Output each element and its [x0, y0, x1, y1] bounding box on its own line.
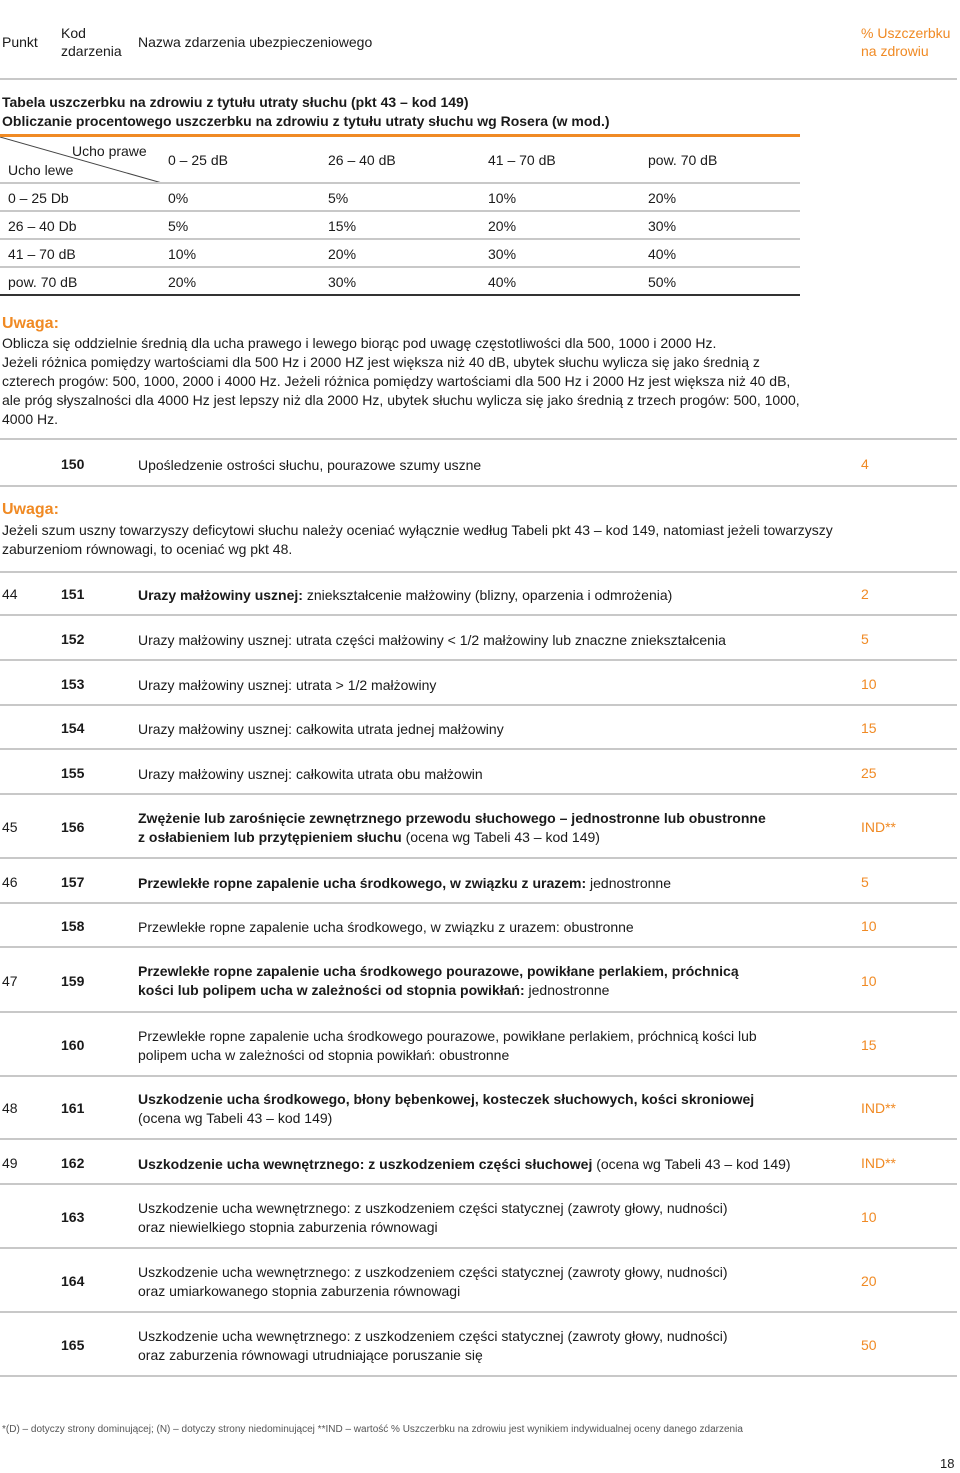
code-158: 158 — [61, 918, 85, 934]
code-161: 161 — [61, 1100, 85, 1116]
punkt-45: 45 — [2, 819, 18, 835]
pct-154: 15 — [861, 720, 877, 736]
desc-line: Uszkodzenie ucha środkowego, błony bębenkowej, kosteczek słuchowych, kości skroniowej — [138, 1091, 755, 1107]
code-154: 154 — [61, 720, 85, 736]
row-rule — [0, 485, 957, 487]
rosera-rule — [0, 238, 800, 240]
rosera-row-label: 0 – 25 Db — [8, 190, 69, 206]
pct-151: 2 — [861, 586, 869, 602]
rosera-cell: 30% — [328, 274, 357, 290]
row-rule — [0, 748, 957, 750]
rosera-col-0: 0 – 25 dB — [168, 152, 228, 168]
note-line: 4000 Hz. — [2, 411, 59, 427]
code-165: 165 — [61, 1337, 85, 1353]
section-rule — [0, 571, 957, 573]
rosera-cell: 30% — [488, 246, 517, 262]
header-col-punkt: Punkt — [2, 34, 38, 50]
section-rule — [0, 438, 957, 440]
note-title: Uwaga: — [2, 315, 59, 332]
header-col-kod: Kod zdarzenia — [61, 25, 122, 59]
pct-158: 10 — [861, 918, 877, 934]
desc-bold: Uszkodzenie ucha wewnętrznego: z uszkodzeniem części słuchowej — [138, 1156, 593, 1172]
row-rule — [0, 1138, 957, 1140]
desc-162 — [138, 1155, 791, 1174]
pct-161: IND** — [861, 1100, 897, 1116]
desc-164 — [138, 1263, 728, 1301]
rosera-cell: 40% — [488, 274, 517, 290]
pct-150: 4 — [861, 456, 869, 472]
pct-164: 20 — [861, 1273, 877, 1289]
rosera-bottom-rule — [0, 294, 800, 296]
desc-155: Urazy małżowiny usznej: całkowita utrata obu małżowin — [138, 766, 483, 782]
punkt-46: 46 — [2, 874, 18, 890]
desc-line — [138, 981, 739, 1000]
row-rule — [0, 659, 957, 661]
rosera-row-label: 26 – 40 Db — [8, 218, 77, 234]
note-line: Oblicza się oddzielnie średnią dla ucha prawego i lewego biorąc pod uwagę częstotliwości dla 500, 1000 i 2000 Hz. — [2, 335, 717, 351]
rosera-col-3: pow. 70 dB — [648, 152, 718, 168]
desc-rest: zniekształcenie małżowiny (blizny, oparzenia i odmrożenia) — [302, 587, 673, 603]
desc-bold: Przewlekłe ropne zapalenie ucha środkowego, w związku z urazem: — [138, 875, 587, 891]
row-rule — [0, 1311, 957, 1313]
header-col-pct: % Uszczerbku na zdrowiu — [861, 25, 951, 59]
code-153: 153 — [61, 676, 85, 692]
rosera-cell: 10% — [168, 246, 197, 262]
code-157: 157 — [61, 874, 85, 890]
code-155: 155 — [61, 765, 85, 781]
desc-line: (ocena wg Tabeli 43 – kod 149) — [138, 1110, 333, 1126]
rosera-col-1: 26 – 40 dB — [328, 152, 396, 168]
desc-line: Uszkodzenie ucha wewnętrznego: z uszkodzeniem części statycznej (zawroty głowy, nudności) — [138, 1328, 728, 1344]
desc-line: polipem ucha w zależności od stopnia powikłań: obustronne — [138, 1047, 510, 1063]
pct-157: 5 — [861, 874, 869, 890]
code-162: 162 — [61, 1155, 85, 1171]
pct-155: 25 — [861, 765, 877, 781]
note2-body — [2, 521, 957, 559]
desc-bold: z osłabieniem lub przytępieniem słuchu — [138, 829, 402, 845]
desc-150: Upośledzenie ostrości słuchu, pourazowe szumy uszne — [138, 457, 482, 473]
code-152: 152 — [61, 631, 85, 647]
code-163: 163 — [61, 1209, 85, 1225]
desc-161 — [138, 1090, 754, 1128]
rosera-cell: 5% — [328, 190, 349, 206]
row-rule — [0, 1183, 957, 1185]
desc-line: oraz zaburzenia równowagi utrudniające poruszanie się — [138, 1347, 483, 1363]
desc-bold: kości lub polipem ucha w zależności od stopnia powikłań: — [138, 982, 525, 998]
desc-157 — [138, 874, 671, 893]
desc-160 — [138, 1027, 757, 1065]
rosera-cell: 15% — [328, 218, 357, 234]
page-number: 18 — [940, 1456, 955, 1471]
rosera-col-2: 41 – 70 dB — [488, 152, 556, 168]
desc-line: Uszkodzenie ucha wewnętrznego: z uszkodzeniem części statycznej (zawroty głowy, nudności) — [138, 1200, 728, 1216]
desc-line: oraz umiarkowanego stopnia zaburzenia równowagi — [138, 1283, 461, 1299]
rosera-cell: 50% — [648, 274, 677, 290]
rosera-table — [0, 134, 800, 298]
rosera-corner-left: Ucho lewe — [8, 162, 74, 178]
rosera-rule — [0, 210, 800, 212]
rosera-cell: 40% — [648, 246, 677, 262]
desc-153: Urazy małżowiny usznej: utrata > 1/2 małżowiny — [138, 677, 437, 693]
code-150: 150 — [61, 456, 85, 472]
code-164: 164 — [61, 1273, 85, 1289]
note-line: Jeżeli szum uszny towarzyszy deficytowi słuchu należy oceniać wyłącznie według Tabeli pkt 43 – kod 149, natomiast jeżeli towarzyszy — [2, 522, 833, 538]
row-rule — [0, 704, 957, 706]
desc-154: Urazy małżowiny usznej: całkowita utrata jednej małżowiny — [138, 721, 504, 737]
desc-156 — [138, 809, 766, 847]
rosera-cell: 20% — [328, 246, 357, 262]
row-rule — [0, 614, 957, 616]
rosera-title-2: Obliczanie procentowego uszczerbku na zdrowiu z tytułu utraty słuchu wg Rosera (w mod.) — [2, 113, 610, 129]
desc-rest: jednostronne — [586, 875, 671, 891]
note-body — [2, 334, 957, 429]
desc-151 — [138, 586, 672, 605]
row-rule — [0, 1011, 957, 1013]
rosera-cell: 20% — [488, 218, 517, 234]
pct-162: IND** — [861, 1155, 897, 1171]
row-rule — [0, 946, 957, 948]
punkt-44: 44 — [2, 586, 18, 602]
note-line: ale próg słyszalności dla 4000 Hz jest lepszy niż dla 2000 Hz, ubytek słuchu wylicza się jako średnią z trzech progów: 500, 1000, — [2, 392, 800, 408]
row-rule — [0, 1075, 957, 1077]
punkt-48: 48 — [2, 1100, 18, 1116]
desc-rest: (ocena wg Tabeli 43 – kod 149) — [401, 829, 600, 845]
header-col-nazwa: Nazwa zdarzenia ubezpieczeniowego — [138, 34, 373, 50]
row-rule — [0, 1375, 957, 1377]
row-rule — [0, 793, 957, 795]
desc-163 — [138, 1199, 728, 1237]
code-151: 151 — [61, 586, 85, 602]
row-rule — [0, 902, 957, 904]
desc-rest: jednostronne — [524, 982, 610, 998]
pct-160: 15 — [861, 1037, 877, 1053]
rosera-cell: 20% — [168, 274, 197, 290]
footnote: *(D) – dotyczy strony dominującej; (N) – dotyczy strony niedominującej **IND – wartość % Uszczerbku na zdrowiu jest wynikiem indywidualnej oceny danego zdarzenia — [2, 1424, 743, 1435]
rosera-row-label: pow. 70 dB — [8, 274, 78, 290]
rosera-cell: 5% — [168, 218, 189, 234]
rosera-rule — [0, 266, 800, 268]
note-line: czterech progów: 500, 1000, 2000 i 4000 Hz. Jeżeli różnica pomiędzy wartościami dla 500 Hz i 2000 Hz jest większa niż 40 dB, — [2, 373, 791, 389]
desc-line: oraz niewielkiego stopnia zaburzenia równowagi — [138, 1219, 438, 1235]
desc-line: Przewlekłe ropne zapalenie ucha środkowego pourazowe, powikłane perlakiem, próchnicą kości lub — [138, 1028, 757, 1044]
code-159: 159 — [61, 973, 85, 989]
pct-159: 10 — [861, 973, 877, 989]
pct-165: 50 — [861, 1337, 877, 1353]
desc-line — [138, 828, 766, 847]
desc-rest: (ocena wg Tabeli 43 – kod 149) — [592, 1156, 791, 1172]
desc-line: Uszkodzenie ucha wewnętrznego: z uszkodzeniem części statycznej (zawroty głowy, nudności) — [138, 1264, 728, 1280]
desc-line: Przewlekłe ropne zapalenie ucha środkowego pourazowe, powikłane perlakiem, próchnicą — [138, 963, 739, 979]
desc-165 — [138, 1327, 728, 1365]
punkt-49: 49 — [2, 1155, 18, 1171]
desc-152: Urazy małżowiny usznej: utrata części małżowiny < 1/2 małżowiny lub znaczne zniekształcenia — [138, 632, 726, 648]
note-line: Jeżeli różnica pomiędzy wartościami dla 500 Hz i 2000 HZ jest większa niż 40 dB, ubytek słuchu wylicza się jako średnią z — [2, 354, 760, 370]
pct-163: 10 — [861, 1209, 877, 1225]
rosera-title-1: Tabela uszczerbku na zdrowiu z tytułu utraty słuchu (pkt 43 – kod 149) — [2, 94, 469, 110]
rosera-cell: 20% — [648, 190, 677, 206]
rosera-row-label: 41 – 70 dB — [8, 246, 76, 262]
rosera-corner-right: Ucho prawe — [72, 143, 147, 159]
punkt-47: 47 — [2, 973, 18, 989]
code-160: 160 — [61, 1037, 85, 1053]
note2-title: Uwaga: — [2, 501, 59, 518]
rosera-cell: 0% — [168, 190, 189, 206]
desc-bold: Urazy małżowiny usznej: — [138, 587, 303, 603]
rosera-cell: 30% — [648, 218, 677, 234]
pct-152: 5 — [861, 631, 869, 647]
desc-159 — [138, 962, 739, 1000]
pct-156: IND** — [861, 819, 897, 835]
note-line: zaburzeniom równowagi, to oceniać wg pkt 48. — [2, 541, 293, 557]
row-rule — [0, 857, 957, 859]
rosera-rule — [0, 182, 800, 184]
code-156: 156 — [61, 819, 85, 835]
row-rule — [0, 1247, 957, 1249]
pct-153: 10 — [861, 676, 877, 692]
desc-158: Przewlekłe ropne zapalenie ucha środkowego, w związku z urazem: obustronne — [138, 919, 634, 935]
header-rule — [0, 78, 957, 80]
desc-line: Zwężenie lub zarośnięcie zewnętrznego przewodu słuchowego – jednostronne lub obustronne — [138, 810, 766, 826]
rosera-cell: 10% — [488, 190, 517, 206]
